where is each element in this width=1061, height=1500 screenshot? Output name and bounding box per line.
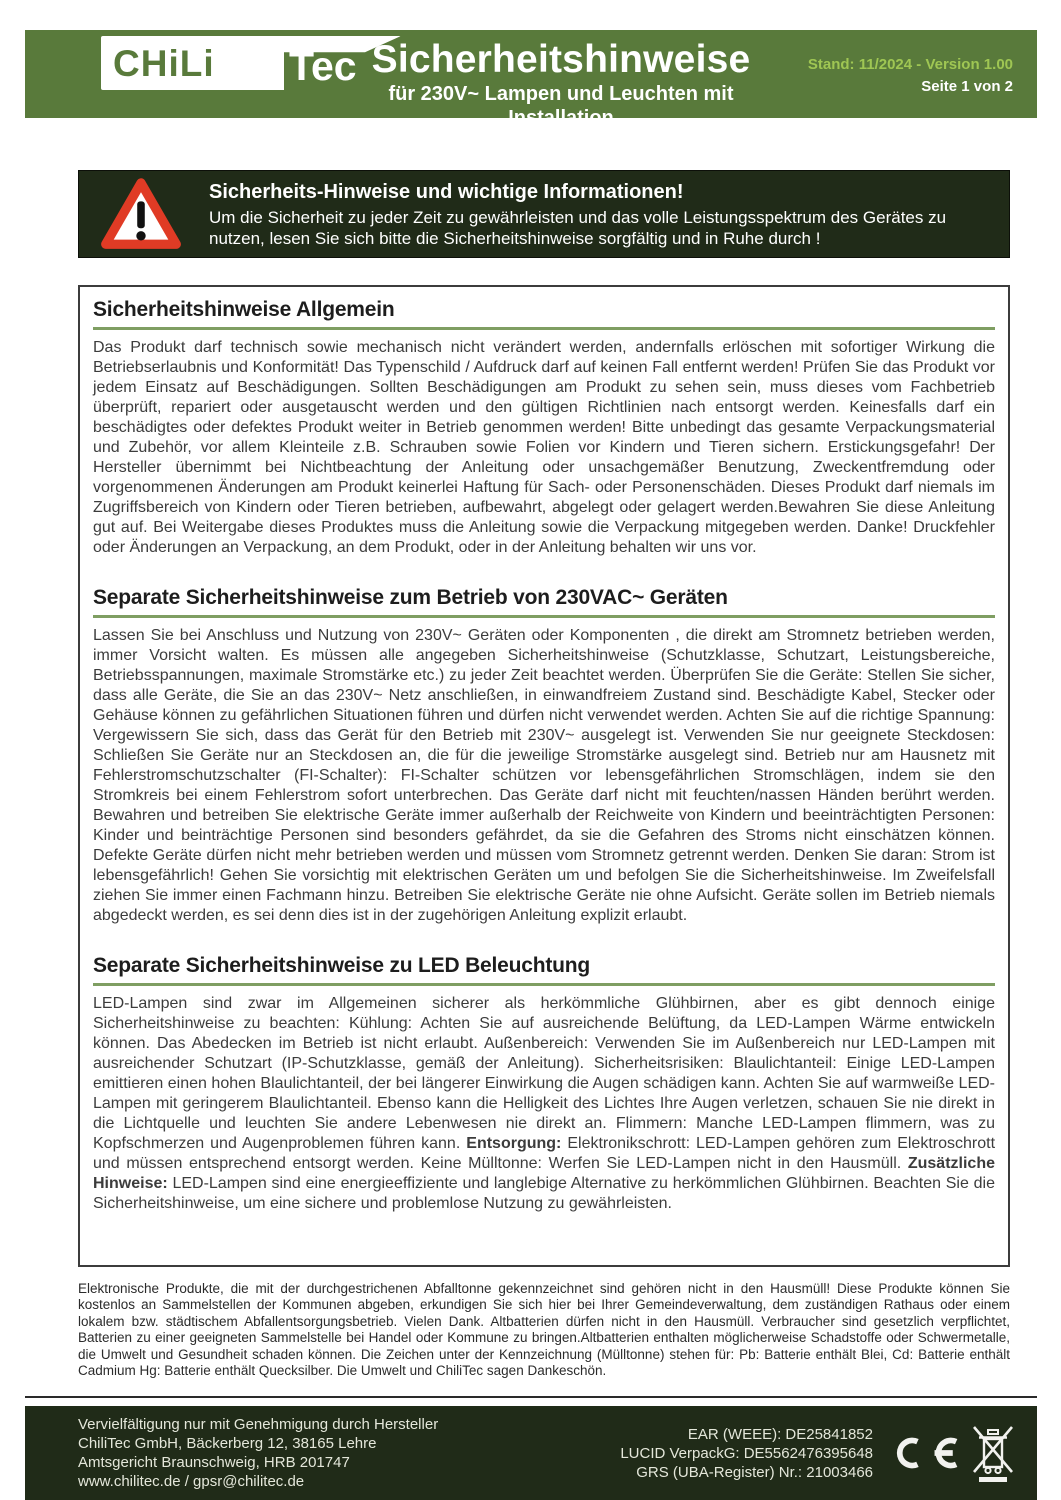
footer-divider <box>25 1396 1037 1398</box>
section-body: Das Produkt darf technisch sowie mechanisch nicht verändert werden, andernfalls erlöschen mit sofortiger Wirkung die Betriebserlaubnis und Konformität! Das Typenschild / Aufdruck darf auf keinen Fall entfernt werden! Prüfen Sie das Produkt vor jedem Einsatz auf Beschädigungen. Sollten Beschädigungen am Produkt zu sehen sein, muss dieses vom Fachbetrieb überprüft, repariert oder ausgetauscht werden und den gültigen Richtlinien nach entsorgt werden. Keinesfalls darf ein beschädigtes oder defektes Produkt weiter in Betrieb genommen werden! Bitte unbedingt das gesamte Verpackungsmaterial und Zubehör, vor allem Kleinteile z.B. Schrauben sowie Folien vor Kindern und Tieren sichern. Erstickungsgefahr! Der Hersteller übernimmt bei Nichtbeachtung der Anleitung oder unsachgemäßer Benutzung, Zweckentfremdung oder vorgenommenen Änderungen am Produkt keinerlei Haftung für Sach- oder Personenschäden. Dieses Produkt darf niemals im Zugriffsbereich von Kindern oder Tieren betrieben, aufbewahrt, abgelegt oder gelagert werden.Bewahren Sie diese Anleitung gut auf. Bei Weitergabe dieses Produktes muss die Anleitung sowie die Verpackung mitgegeben werden. Danke! Druckfehler oder Änderungen an Verpackung, an dem Produkt, oder in der Anleitung behalten wir uns vor. <box>93 339 995 556</box>
warning-triangle-icon <box>99 176 183 252</box>
version-info: Stand: 11/2024 - Version 1.00 <box>807 56 1013 73</box>
footer-line-weee: EAR (WEEE): DE25841852 <box>687 1425 873 1443</box>
heading-underline <box>93 983 995 986</box>
company-info <box>78 1415 438 1491</box>
header-bar <box>25 30 1037 129</box>
section-body: LED-Lampen sind zwar im Allgemeinen sicherer als herkömmliche Glühbirnen, aber es gibt dennoch einige Sicherheitshinweise zu beachten: Kühlung: Achten Sie auf ausreichende Belüftung, da LED-Lampen Wärme entwickeln können. Das Abedecken im Betrieb ist nicht erlaubt. Außenbereich: Verwenden Sie im Außenbereich nur LED-Lampen mit ausreichender Schutzart (IP-Schutzklasse, gemäß der Anleitung). Sicherheitsrisiken: Blaulichtanteil: Einige LED-Lampen emittieren einen hohen Blaulichtanteil, der bei längerer Einwirkung die Augen schädigen kann. Achten Sie auf warmweiße LED-Lampen mit geringerem Blaulichtanteil. Ebenso kann die Helligkeit des Lichtes Ihre Augen verletzen, schauen Sie nie direkt in die Lichtquelle und leuchten Sie andere Lebenwesen nie direkt an. Flimmern: Manche LED-Lampen flimmern, was zu Kopfschmerzen und Augenproblemen führen kann. Entsorgung: Elektronikschrott: LED-Lampen gehören zum Elektroschrott und müssen entsprechend entsorgt werden. Keine Mülltonne: Werfen Sie LED-Lampen nicht in den Hausmüll. Zusätzliche Hinweise: LED-Lampen sind eine energieeffiziente und langlebige Alternative zu herkömmlichen Glühbirnen. Beachten Sie die Sicherheitshinweise, um eine sichere und problemlose Nutzung zu gewährleisten. <box>93 995 996 1212</box>
warning-title: Sicherheits-Hinweise und wichtige Informationen! <box>209 180 684 203</box>
footer-line-court: Amtsgericht Braunschweig, HRB 201747 <box>78 1454 350 1471</box>
weee-crossed-bin-icon <box>971 1422 1015 1484</box>
section-allgemein <box>93 297 995 558</box>
version-block <box>808 56 1013 96</box>
heading-underline <box>93 327 995 330</box>
page-title: Sicherheitshinweise <box>371 38 751 81</box>
disposal-note: Elektronische Produkte, die mit der durchgestrichenen Abfalltonne gekennzeichnet sind gehören nicht in den Hausmüll! Diese Produkte können Sie kostenlos an Sammelstellen der Kommunen abgeben, erkundigen Sie sich hier bei Ihrer Gemeindeverwaltung, dem zuständigen Rathaus oder einem lokalem bzw. städtischem Abfallentsorgungsbetrieb. Vielen Dank. Altbatterien dürfen nicht in den Hausmüll. Verbraucher sind gesetzlich verpflichtet, Batterien zu einer geeigneten Sammelstelle bei Handel oder Kommune zu bringen.Altbatterien enthalten möglicherweise Schadstoffe oder Schwermetalle, die Umwelt und Gesundheit schaden können. Die Zeichen unter der Kennzeichnung (Mülltonne) stehen für: Pb: Batterie enthält Blei, Cd: Batterie enthält Cadmium Hg: Batterie enthält Quecksilber. Die Umwelt und ChiliTec sagen Dankeschön. <box>78 1281 1010 1379</box>
footer-line-contact: www.chilitec.de / gpsr@chilitec.de <box>78 1473 305 1490</box>
footer-line-lucid: LUCID VerpackG: DE5562476395648 <box>620 1444 873 1462</box>
heading-underline <box>93 615 995 618</box>
footer-line-grs: GRS (UBA-Register) Nr.: 21003466 <box>636 1463 873 1481</box>
content-box <box>78 285 1010 1267</box>
logo-text-chili: CHiLi <box>113 43 215 84</box>
page-number: Seite 1 von 2 <box>921 78 1013 95</box>
section-heading: Separate Sicherheitshinweise zum Betrieb von 230VAC~ Geräten <box>93 586 728 609</box>
logo-text-tec: Tec <box>289 43 357 89</box>
section-heading: Separate Sicherheitshinweise zu LED Beleuchtung <box>93 954 591 977</box>
warning-text-block <box>209 180 995 249</box>
footer-bar <box>25 1406 1037 1500</box>
section-heading: Sicherheitshinweise Allgemein <box>93 298 395 321</box>
registration-info <box>620 1425 873 1482</box>
page-subtitle: für 230V~ Lampen und Leuchten mit Installation <box>388 83 734 129</box>
footer-line-copyright: Vervielfältigung nur mit Genehmigung durch Hersteller <box>78 1416 439 1433</box>
warning-banner <box>78 170 1010 258</box>
section-body: Lassen Sie bei Anschluss und Nutzung von 230V~ Geräten oder Komponenten , die direkt am Stromnetz betrieben werden, immer Vorsicht walten. Es müssen alle angegeben Sicherheitshinweise (Schutzklasse, Schutzart, Leistungsbereiche, Betriebsspannungen, maximale Stromstärke etc.) zu jeder Zeit beachtet werden. Überprüfen Sie die Geräte: Stellen Sie sicher, dass alle Geräte, die Sie an das 230V~ Netz anschließen, in einwandfreiem Zustand sind. Beschädigte Kabel, Stecker oder Gehäuse können zu gefährlichen Situationen führen und dürfen nicht verwendet werden. Achten Sie auf die richtige Spannung: Vergewissern Sie sich, dass das Gerät für den Betrieb mit 230V~ ausgelegt ist. Verwenden Sie nur geeignete Steckdosen: Schließen Sie Geräte nur an Steckdosen an, die für die jeweilige Stromstärke ausgelegt sind. Betrieb nur am Hausnetz mit Fehlerstromschutzschalter (FI-Schalter): FI-Schalter schützen vor lebensgefährlichen Stromschlägen, indem sie den Stromkreis bei einem Fehlerstrom sofort unterbrechen. Das Geräte darf nicht mit feuchten/nassen Händen berührt werden. Bewahren und betreiben Sie elektrische Geräte immer außerhalb der Reichweite von Kindern und beeinträchtigten Personen: Kinder und beinträchtige Personen sind besonders gefährdet, da sie die Gefahren des Stroms nicht einschätzen können. Defekte Geräte dürfen nicht mehr betrieben werden und müssen vom Stromnetz getrennt werden. Denken Sie daran: Strom ist lebensgefährlich! Gehen Sie vorsichtig mit elektrischen Geräten um und befolgen Sie die Sicherheitshinweise. Im Zweifelsfall ziehen Sie immer einen Fachmann hinzu. Betreiben Sie elektrische Geräte nie ohne Aufsicht. Geräte sollen im Betrieb niemals abgedeckt werden, es sei denn dies ist in der zugehörigen Anleitung explizit erlaubt. <box>93 627 995 924</box>
warning-body: Um die Sicherheit zu jeder Zeit zu gewährleisten und das volle Leistungsspektrum des Gerätes zu nutzen, lesen Sie sich bitte die Sicherheitshinweise sorgfältig und in Ruhe durch ! <box>209 207 947 248</box>
footer-line-company: ChiliTec GmbH, Bäckerberg 12, 38165 Lehre <box>78 1435 377 1452</box>
section-led <box>93 953 995 1214</box>
section-230vac <box>93 585 995 926</box>
ce-mark-icon <box>889 1428 963 1478</box>
header-title-block <box>355 38 767 130</box>
